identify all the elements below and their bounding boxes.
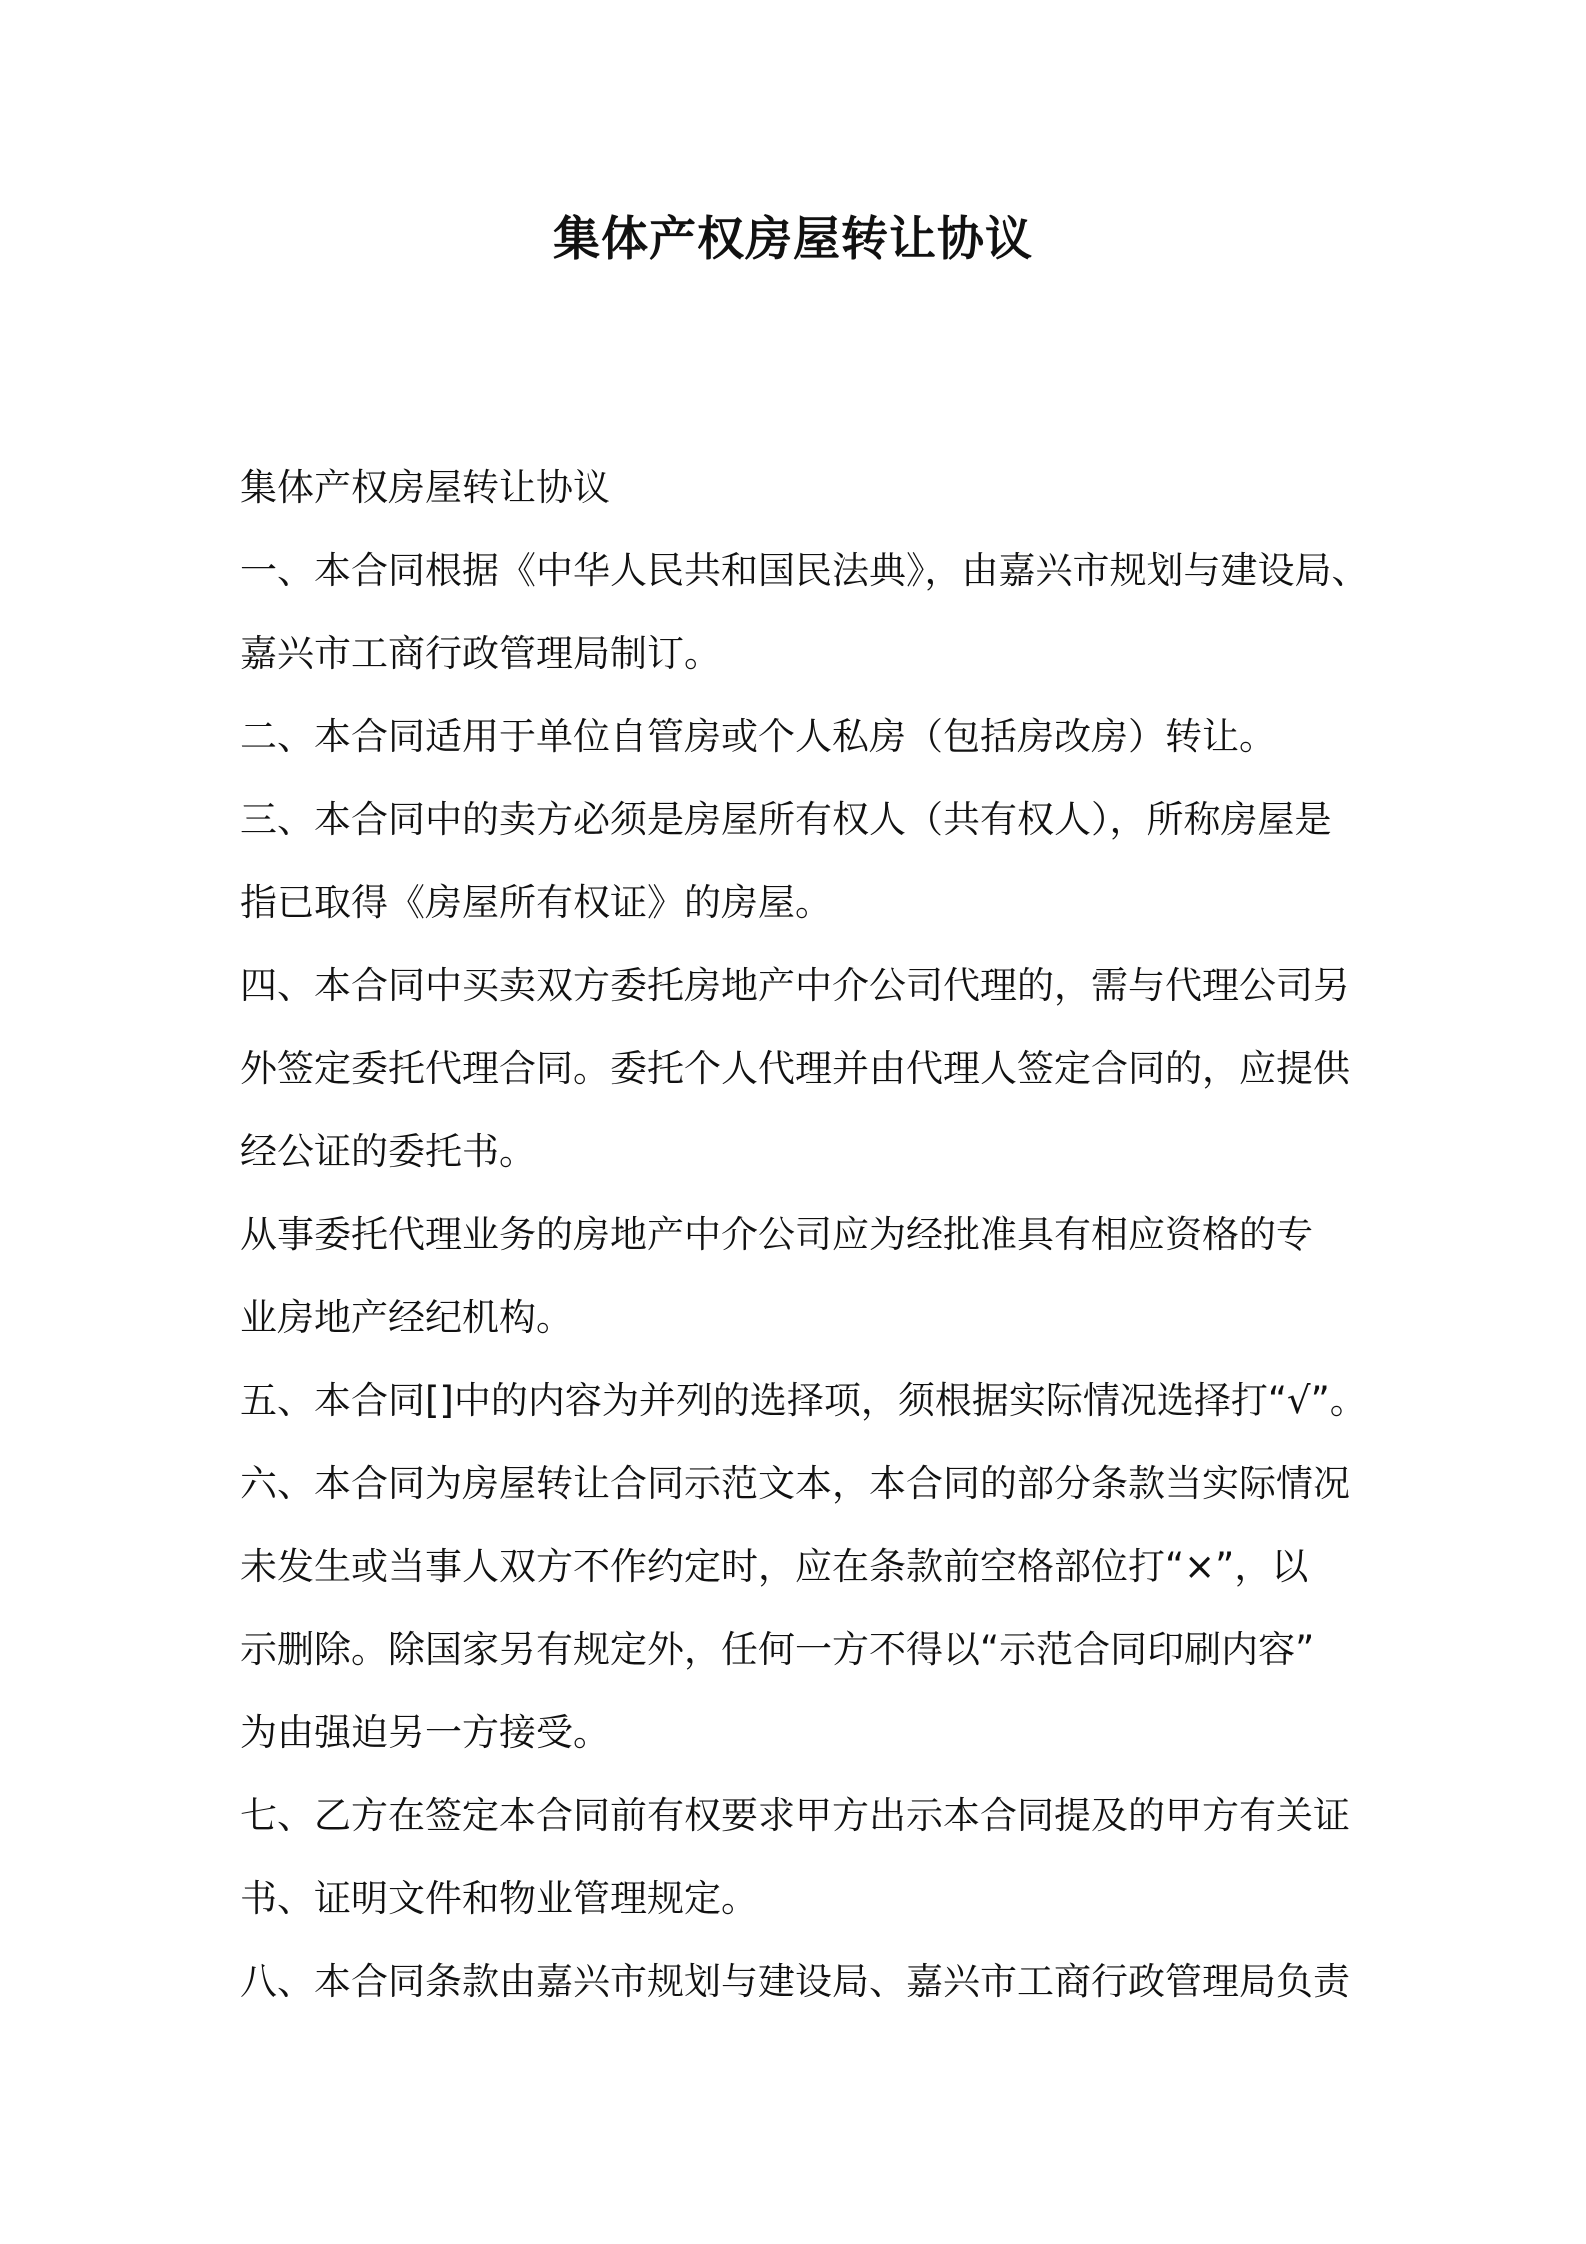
document-body bbox=[240, 446, 1369, 2023]
body-line: 业房地产经纪机构。 bbox=[240, 1296, 573, 1339]
body-line: 指已取得《房屋所有权证》的房屋。 bbox=[240, 881, 832, 924]
document-title: 集体产权房屋转让协议 bbox=[553, 212, 1033, 267]
body-line: 示删除。除国家另有规定外，任何一方不得以“示范合同印刷内容” bbox=[240, 1628, 1315, 1671]
body-line: 二、本合同适用于单位自管房或个人私房（包括房改房）转让。 bbox=[240, 715, 1276, 758]
body-line: 集体产权房屋转让协议 bbox=[240, 466, 610, 509]
body-line: 三、本合同中的卖方必须是房屋所有权人（共有权人），所称房屋是 bbox=[240, 798, 1332, 841]
body-line: 经公证的委托书。 bbox=[240, 1130, 536, 1173]
body-line: 书、证明文件和物业管理规定。 bbox=[240, 1877, 758, 1920]
body-line: 未发生或当事人双方不作约定时，应在条款前空格部位打“×”，以 bbox=[240, 1545, 1309, 1588]
body-line: 从事委托代理业务的房地产中介公司应为经批准具有相应资格的专 bbox=[240, 1213, 1313, 1256]
body-line: 外签定委托代理合同。委托个人代理并由代理人签定合同的，应提供 bbox=[240, 1047, 1350, 1090]
body-line: 嘉兴市工商行政管理局制订。 bbox=[240, 632, 721, 675]
body-line: 为由强迫另一方接受。 bbox=[240, 1711, 610, 1754]
body-line: 四、本合同中买卖双方委托房地产中介公司代理的，需与代理公司另 bbox=[240, 964, 1350, 1007]
body-line: 七、乙方在签定本合同前有权要求甲方出示本合同提及的甲方有关证 bbox=[240, 1794, 1350, 1837]
body-line: 六、本合同为房屋转让合同示范文本，本合同的部分条款当实际情况 bbox=[240, 1462, 1350, 1505]
body-line: 五、本合同[]中的内容为并列的选择项，须根据实际情况选择打“√”。 bbox=[240, 1379, 1367, 1422]
body-line: 八、本合同条款由嘉兴市规划与建设局、嘉兴市工商行政管理局负责 bbox=[240, 1960, 1350, 2003]
body-line: 一、本合同根据《中华人民共和国民法典》，由嘉兴市规划与建设局、 bbox=[240, 549, 1369, 592]
